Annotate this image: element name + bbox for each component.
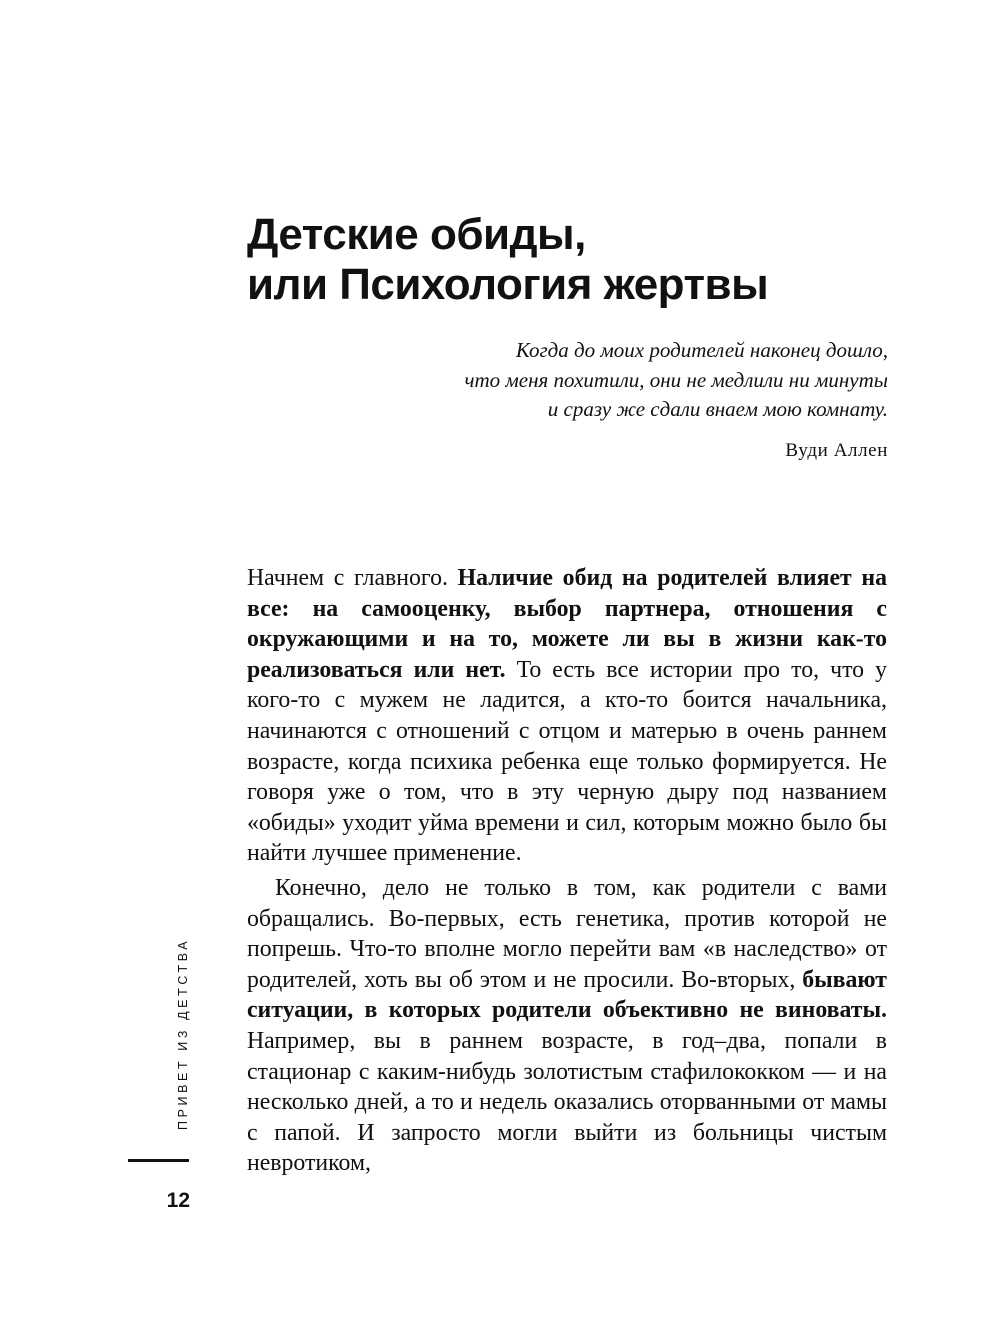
epigraph-quote	[420, 336, 888, 425]
epigraph-line-1: Когда до моих родителей наконец дошло,	[515, 338, 888, 362]
paragraph-2-rest: Например, вы в раннем возрасте, в год–два, попали в стационар с каким-нибудь золотистым стафилококком — и на несколько дней, а то и недель оказались оторванными от мамы с папой. И запросто могли выйти из больницы чистым невротиком,	[247, 1027, 887, 1177]
page-number: 12	[166, 1189, 190, 1212]
paragraph-1	[247, 563, 887, 869]
epigraph	[420, 336, 888, 463]
chapter-title	[247, 210, 907, 310]
epigraph-line-3: и сразу же сдали внаем мою комнату.	[547, 397, 888, 421]
paragraph-1-bold: Наличие обид на родителей влияет на все: на самооценку, выбор партнера, отношения с окружающими и на то, можете ли вы в жизни как-то реализоваться или нет.	[247, 565, 887, 683]
epigraph-line-2: что меня похитили, они не медлили ни минуты	[464, 367, 888, 392]
paragraph-2-lead: Конечно, дело не только в том, как родители с вами обращались. Во-первых, есть генетика, против которой не попрешь. Что-то вполне могло перейти вам «в наследство» от родителей, хоть вы об этом и не просили. Во-вторых,	[247, 874, 887, 993]
epigraph-author: Вуди Аллен	[785, 439, 888, 461]
paragraph-1-rest: То есть все истории про то, что у кого-то с мужем не ладится, а кто-то боится начальника, начинаются с отношений с отцом и матерью в очень раннем возрасте, когда психика ребенка еще только формируется. Не говоря уже о том, что в эту черную дыру под названием «обиды» уходит уйма времени и сил, которым можно было бы найти лучшее применение.	[247, 656, 887, 867]
paragraph-2	[247, 873, 887, 1179]
chapter-title-line-1: Детские обиды,	[247, 210, 586, 259]
paragraph-1-lead: Начнем с главного.	[247, 565, 458, 591]
running-head-text: ПРИВЕТ ИЗ ДЕТСТВА	[176, 937, 190, 1130]
body-text	[247, 563, 887, 1183]
running-head	[176, 937, 196, 1140]
chapter-title-line-2: или Психология жертвы	[247, 260, 769, 309]
footer-rule	[128, 1159, 189, 1162]
paragraph-2-bold: бывают ситуации, в которых родители объективно не виноваты.	[247, 966, 887, 1024]
